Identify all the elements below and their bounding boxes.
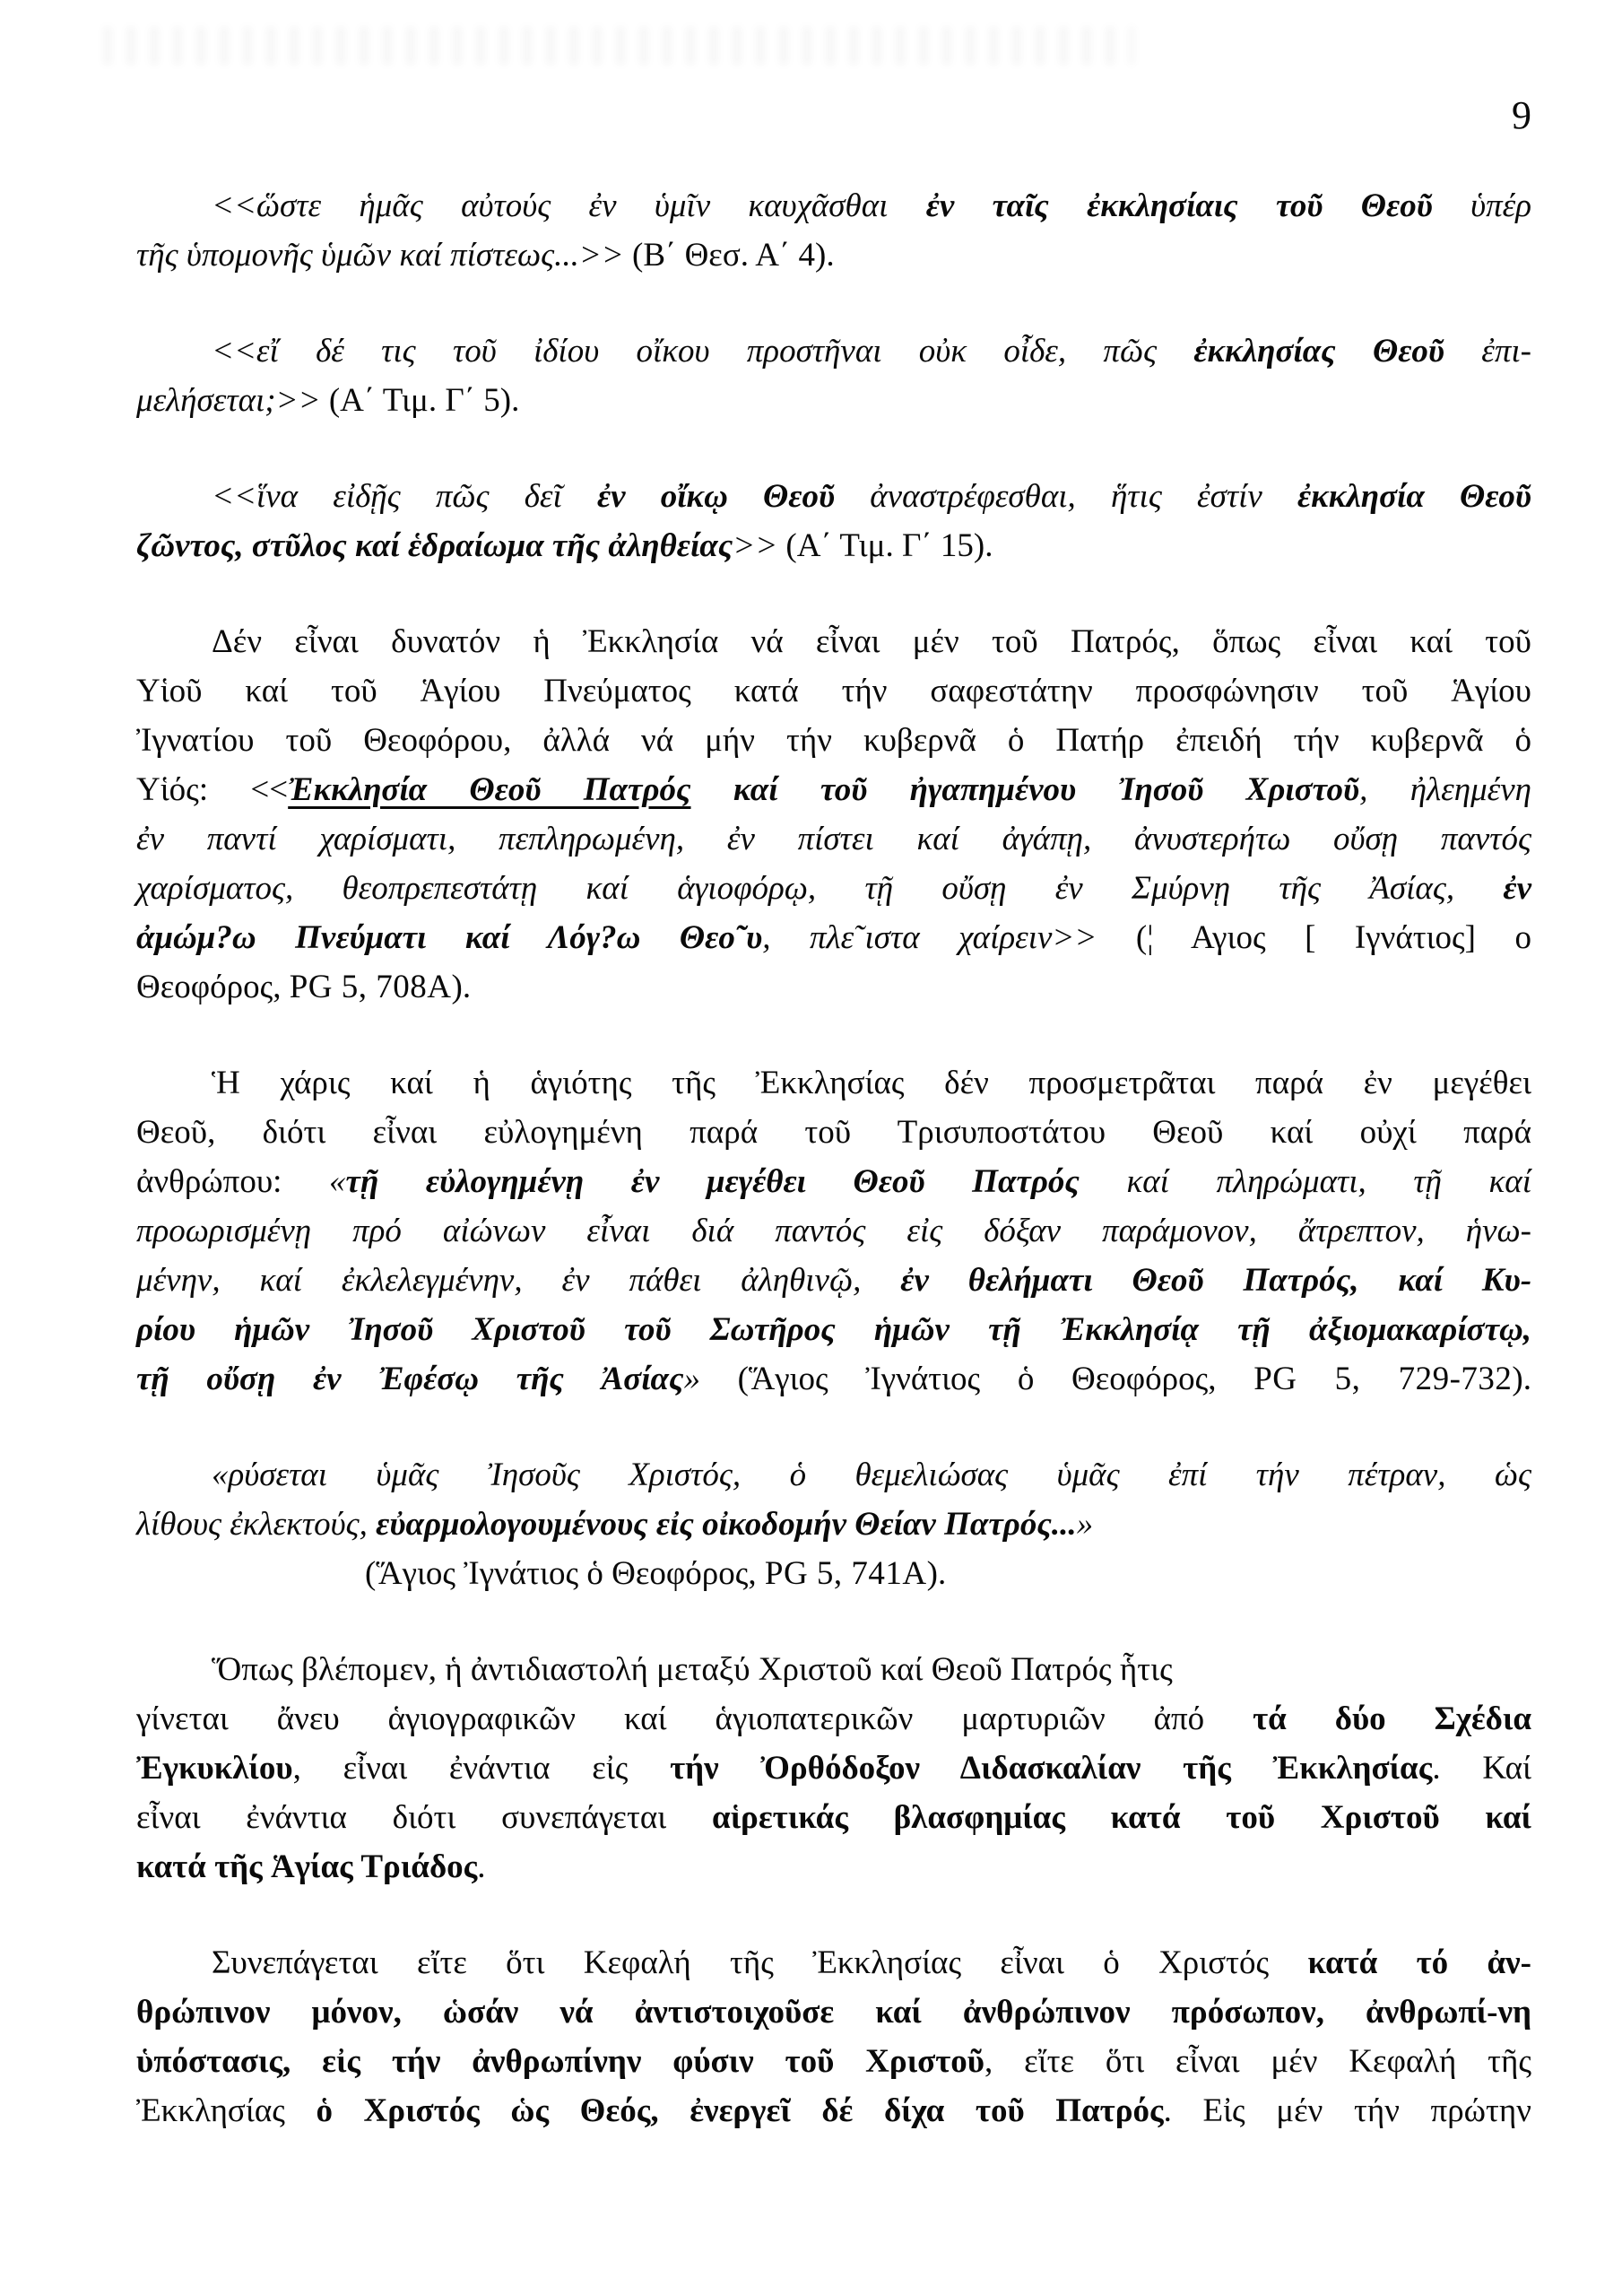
- text-segment: προωρισμένῃ πρό αἰώνων εἶναι διά παντός εἰς δόξαν παράμονον, ἄτρεπτον, ἡνω-: [136, 1213, 1531, 1249]
- quote-2-thessalonians: [136, 181, 1531, 280]
- text-segment: Ἐγκυκλίου: [136, 1750, 293, 1787]
- text-segment: Ἰγνατίου τοῦ Θεοφόρου, ἀλλά νά μήν τήν κυβερνᾶ ὁ Πατήρ ἐπειδή τήν κυβερνᾶ ὁ: [136, 722, 1531, 759]
- text-segment: ὑπέρ: [1432, 187, 1531, 224]
- text-segment: Υἱός: <<: [136, 771, 289, 808]
- text-segment: .: [477, 1848, 486, 1885]
- text-segment: Συνεπάγεται εἴτε ὅτι Κεφαλή τῆς Ἐκκλησίας εἶναι ὁ Χριστός: [212, 1944, 1308, 1981]
- text-line: [136, 765, 1531, 814]
- text-line: [136, 1694, 1531, 1744]
- text-segment: <<ἵνα εἰδῇς πῶς δεῖ: [212, 478, 597, 515]
- text-segment: Θεοῦ, διότι εἶναι εὐλογημένη παρά τοῦ Τρισυποστάτου Θεοῦ καί οὐχί παρά: [136, 1114, 1531, 1151]
- text-segment: Θεοφόρος,: [136, 969, 290, 1005]
- text-segment: «: [329, 1163, 346, 1200]
- text-line: [136, 864, 1531, 913]
- text-line: [136, 1108, 1531, 1157]
- text-segment: , πλε῀ιστα χαίρειν>>: [762, 919, 1136, 956]
- text-segment: >>: [733, 527, 786, 564]
- text-segment: λίθους ἐκλεκτούς,: [136, 1506, 377, 1543]
- text-segment: (Ἅγιος Ἰγνάτιος ὁ Θεοφόρος,: [365, 1555, 765, 1592]
- commentary-ignatius-ephesus: [136, 1058, 1531, 1404]
- text-segment: ἐν παντί χαρίσματι, πεπληρωμένη, ἐν πίστει καί ἀγάπῃ, ἀνυστερήτω οὔσῃ παντός: [136, 821, 1531, 857]
- text-segment: γίνεται ἄνευ ἁγιογραφικῶν καί ἁγιοπατερικῶν μαρτυριῶν ἀπό: [136, 1700, 1253, 1737]
- text-line: [136, 1256, 1531, 1305]
- text-segment: ).: [1512, 1361, 1531, 1397]
- text-segment: (Ἅγιος Ἰγνάτιος ὁ Θεοφόρος,: [737, 1361, 1254, 1397]
- text-segment: ἀμώμ?ω Πνεύματι καί Λόγ?ω Θεο῀υ: [136, 919, 763, 956]
- text-segment: ρίου ἡμῶν Ἰησοῦ Χριστοῦ τοῦ Σωτῆρος ἡμῶν τῇ Ἐκκλησίᾳ τῇ ἀξιομακαρίστῳ,: [136, 1311, 1531, 1348]
- text-line: [136, 617, 1531, 666]
- text-segment: «ρύσεται ὑμᾶς Ἰησοῦς Χριστός, ὁ θεμελιώσας ὑμᾶς ἐπί τήν πέτραν, ὡς: [212, 1457, 1531, 1493]
- text-segment: μελήσεται;>>: [136, 382, 329, 419]
- text-segment: PG 5, 741Α: [764, 1555, 927, 1592]
- text-line: [136, 521, 1531, 570]
- text-segment: εὐαρμολογουμένους εἰς οἰκοδομήν Θείαν Πατρός...: [376, 1506, 1077, 1543]
- text-line: [136, 1157, 1531, 1206]
- commentary-ignatius-smyrna: [136, 617, 1531, 1012]
- text-line: [136, 472, 1531, 521]
- text-segment: . Καί: [1432, 1750, 1532, 1787]
- text-segment: »: [1076, 1506, 1094, 1543]
- text-body: [136, 181, 1531, 2135]
- text-line: [136, 962, 1531, 1012]
- text-segment: <<ὥστε ἡμᾶς αὐτούς ἐν ὑμῖν καυχᾶσθαι: [212, 187, 926, 224]
- text-line: [136, 814, 1531, 864]
- text-segment: κατά τῆς Ἁγίας Τριάδος: [136, 1848, 478, 1885]
- text-segment: ὁ Χριστός ὡς Θεός, ἐνεργεῖ δέ δίχα τοῦ Πατρός: [316, 2092, 1164, 2129]
- text-segment: , ἠλεημένη: [1359, 771, 1531, 808]
- text-segment: (Β΄ Θεσ. Α΄ 4).: [632, 237, 835, 274]
- text-line: [136, 716, 1531, 765]
- text-segment: PG 5, 708Α: [289, 969, 452, 1005]
- text-segment: τῇ εὐλογημένῃ ἐν μεγέθει Θεοῦ Πατρός: [345, 1163, 1080, 1200]
- text-segment: Ἐκκλησίας: [136, 2092, 317, 2129]
- text-line: [136, 913, 1531, 962]
- text-segment: αἱρετικάς βλασφημίας κατά τοῦ Χριστοῦ καί: [711, 1799, 1531, 1836]
- text-line: [136, 1744, 1531, 1793]
- text-line: [136, 666, 1531, 716]
- text-segment: ἀναστρέφεσθαι, ἥτις ἐστίν: [835, 478, 1297, 515]
- text-line: [136, 1206, 1531, 1256]
- text-segment: Ἐκκλησία Θεοῦ Πατρός: [288, 771, 691, 808]
- text-segment: Υἱοῦ καί τοῦ Ἁγίου Πνεύματος κατά τήν σαφεστάτην προσφώνησιν τοῦ Ἁγίου: [136, 673, 1531, 709]
- text-segment: χαρίσματος, θεοπρεπεστάτῃ καί ἁγιοφόρῳ, τῇ οὔσῃ ἐν Σμύρνῃ τῆς Ἀσίας,: [136, 870, 1504, 907]
- text-segment: ).: [926, 1555, 947, 1592]
- text-segment: . Εἰς μέν τήν πρώτην: [1163, 2092, 1531, 2129]
- text-segment: ).: [451, 969, 472, 1005]
- text-segment: Ὅπως βλέπομεν, ἡ ἀντιδιαστολή μεταξύ Χριστοῦ καί Θεοῦ Πατρός ἧτις: [212, 1651, 1173, 1688]
- text-line: [136, 181, 1531, 230]
- text-segment: θρώπινον μόνον, ὡσάν νά ἀντιστοιχοῦσε καί ἀνθρώπινον πρόσωπον, ἀνθρωπί-νη: [136, 1994, 1531, 2031]
- text-segment: ὑπόστασις, εἰς τήν ἀνθρωπίνην φύσιν τοῦ Χριστοῦ: [136, 2043, 984, 2080]
- text-segment: (¦ Αγιος [ Ιγνάτιος] ο: [1135, 919, 1531, 956]
- text-segment: <<εἴ δέ τις τοῦ ἰδίου οἴκου προστῆναι οὐκ οἶδε, πῶς: [212, 333, 1194, 370]
- text-line: [136, 376, 1531, 425]
- text-segment: ἐν ταῖς ἐκκλησίαις τοῦ Θεοῦ: [925, 187, 1433, 224]
- quote-1-timothy-3-15: [136, 472, 1531, 570]
- text-segment: τά δύο Σχέδια: [1253, 1700, 1532, 1737]
- text-segment: ἐν θελήματι Θεοῦ Πατρός, καί Κυ-: [900, 1262, 1532, 1299]
- text-segment: ἀνθρώπου:: [136, 1163, 330, 1200]
- text-segment: (Α΄ Τιμ. Γ΄ 5).: [328, 382, 520, 419]
- text-segment: καί πληρώματι, τῇ καί: [1079, 1163, 1531, 1200]
- page-number: 9: [1512, 93, 1531, 137]
- text-segment: ἐν: [1503, 870, 1531, 907]
- quote-1-timothy-3-5: [136, 326, 1531, 425]
- text-segment: , εἶναι ἐνάντια εἰς: [292, 1750, 671, 1787]
- commentary-consequences: [136, 1938, 1531, 2135]
- text-segment: ζῶντος, στῦλος καί ἑδραίωμα τῆς ἀληθείας: [136, 527, 733, 564]
- text-line: [136, 1645, 1531, 1694]
- text-line: [136, 1793, 1531, 1842]
- text-segment: Δέν εἶναι δυνατόν ἡ Ἐκκλησία νά εἶναι μέν τοῦ Πατρός, ὅπως εἶναι καί τοῦ: [212, 623, 1531, 660]
- text-segment: »: [683, 1361, 738, 1397]
- text-segment: ἐπι-: [1444, 333, 1531, 370]
- text-segment: καί τοῦ ἠγαπημένου Ἰησοῦ Χριστοῦ: [690, 771, 1360, 808]
- text-segment: τῇ οὔσῃ ἐν Ἐφέσῳ τῆς Ἀσίας: [136, 1361, 684, 1397]
- commentary-two-drafts: [136, 1645, 1531, 1892]
- text-line: [136, 2086, 1531, 2135]
- text-segment: εἶναι ἐνάντια διότι συνεπάγεται: [136, 1799, 712, 1836]
- text-line: [136, 1450, 1531, 1500]
- text-line: [136, 2037, 1531, 2086]
- text-segment: Ἡ χάρις καί ἡ ἁγιότης τῆς Ἐκκλησίας δέν προσμετρᾶται παρά ἐν μεγέθει: [212, 1065, 1531, 1101]
- text-line: [136, 1058, 1531, 1108]
- text-segment: τήν Ὀρθόδοξον Διδασκαλίαν τῆς Ἐκκλησίας: [670, 1750, 1433, 1787]
- text-line: [136, 1987, 1531, 2037]
- ink-bleed-through-artifact: [103, 27, 1134, 65]
- text-line: [136, 1549, 1531, 1598]
- text-segment: (Α΄ Τιμ. Γ΄ 15).: [785, 527, 993, 564]
- quote-ignatius-741a: [136, 1450, 1531, 1598]
- text-line: [136, 1842, 1531, 1892]
- text-segment: τῆς ὑπομονῆς ὑμῶν καί πίστεως...>>: [136, 237, 633, 274]
- text-segment: , εἴτε ὅτι εἶναι μέν Κεφαλή τῆς: [984, 2043, 1531, 2080]
- text-line: [136, 326, 1531, 376]
- text-line: [136, 1500, 1531, 1549]
- text-line: [136, 1305, 1531, 1354]
- text-segment: ἐκκλησίας Θεοῦ: [1193, 333, 1444, 370]
- text-segment: μένην, καί ἐκλελεγμένην, ἐν πάθει ἀληθινῷ,: [136, 1262, 901, 1299]
- text-segment: PG 5, 729-732: [1253, 1361, 1513, 1397]
- text-segment: κατά τό ἀν-: [1307, 1944, 1531, 1981]
- text-segment: ἐκκλησία Θεοῦ: [1297, 478, 1532, 515]
- text-line: [136, 1938, 1531, 1987]
- text-segment: ἐν οἴκῳ Θεοῦ: [596, 478, 836, 515]
- text-line: [136, 1354, 1531, 1404]
- text-line: [136, 230, 1531, 280]
